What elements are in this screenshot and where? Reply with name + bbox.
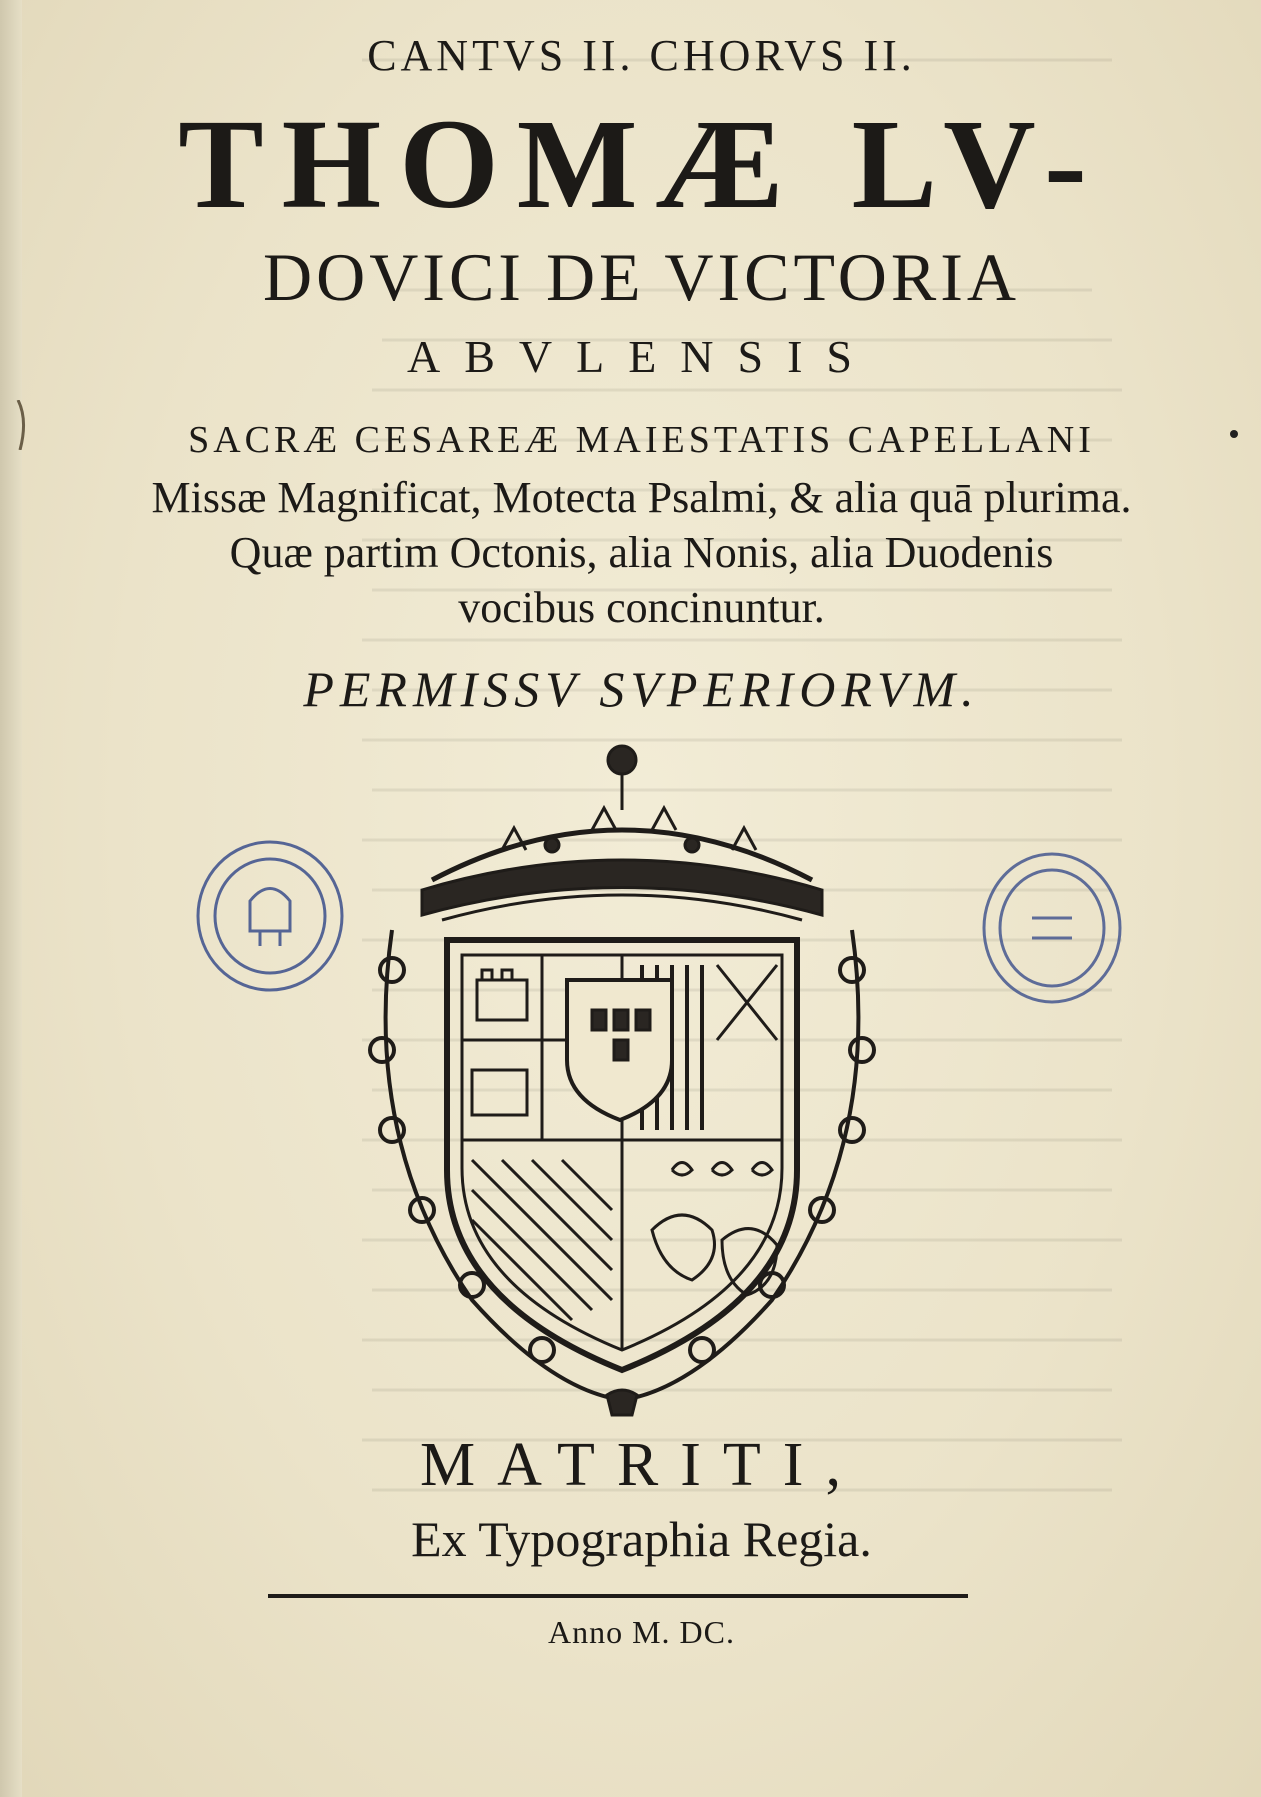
library-stamp-icon: [977, 848, 1127, 1008]
printer: Ex Typographia Regia.: [411, 1511, 872, 1567]
permission-line: PERMISSV SVPERIORVM.: [303, 661, 980, 717]
contents-line-3: vocibus concinuntur.: [458, 583, 825, 632]
thread-tab-icon: [12, 400, 34, 450]
place-of-publication: MATRITI,: [420, 1431, 863, 1499]
library-stamp-icon: [190, 836, 350, 996]
divider-rule: [268, 1594, 968, 1598]
publication-year: Anno M. DC.: [547, 1614, 735, 1650]
part-designation: CANTVS II. CHORVS II.: [367, 31, 916, 80]
royal-coat-of-arms-icon: [352, 740, 892, 1420]
author-origin: ABVLENSIS: [406, 331, 877, 382]
contents-line-1: Missæ Magnificat, Motecta Psalmi, & alia quā plurima.: [151, 473, 1132, 522]
title-page: [22, 0, 1261, 1797]
author-name-line-2: DOVICI DE VICTORIA: [262, 239, 1020, 315]
ink-dot: [1230, 430, 1238, 438]
author-name-line-1: THOMÆ LV-: [178, 93, 1105, 235]
contents-line-2: Quæ partim Octonis, alia Nonis, alia Duodenis: [229, 528, 1054, 577]
binding-edge: [0, 0, 22, 1797]
author-office: SACRÆ CESAREÆ MAIESTATIS CAPELLANI: [188, 419, 1095, 461]
